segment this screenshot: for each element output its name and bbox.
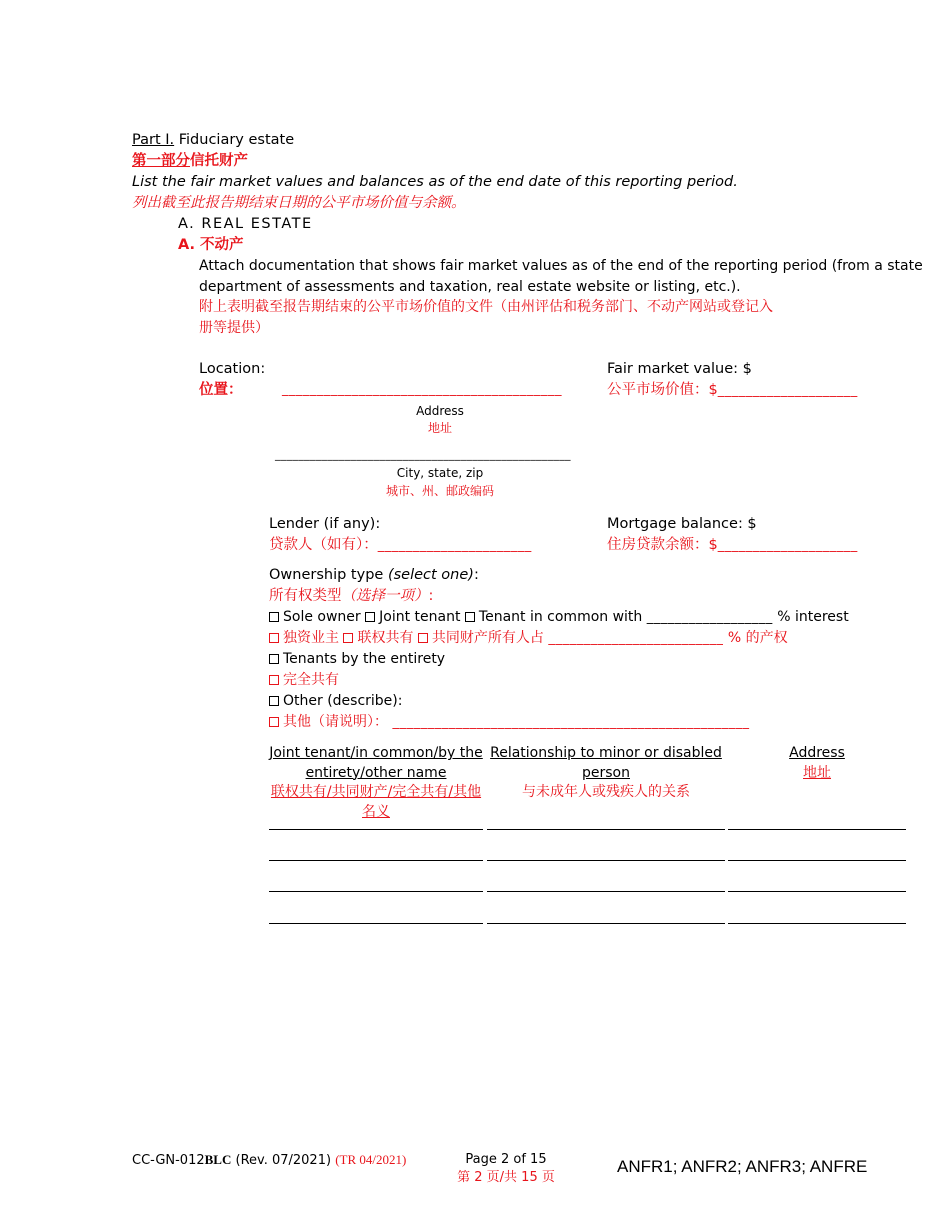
- fmv-input[interactable]: ____________________: [717, 383, 858, 398]
- sole-owner-label: Sole owner: [283, 609, 361, 625]
- footer-form-id: [132, 1152, 406, 1169]
- fmv-label-zh: 公平市场价值：$: [607, 382, 718, 398]
- mortgage-input[interactable]: ____________________: [717, 538, 858, 553]
- col1-title-zh: 联权共有/共同财产/完全共有/其他名义: [270, 784, 482, 820]
- footer-page-zh: 第 2 页/共 15 页: [457, 1170, 555, 1185]
- table-row-3-col1-line[interactable]: [269, 891, 483, 892]
- table-row-3-col3-line[interactable]: [728, 891, 906, 892]
- form-suffix: BLC: [204, 1152, 232, 1167]
- tenant-in-common-checkbox[interactable]: [465, 612, 475, 622]
- col2-title-zh: 与未成年人或残疾人的关系: [522, 784, 690, 801]
- city-caption: City, state, zip: [396, 466, 484, 480]
- ownership-options-row-zh: [269, 630, 788, 647]
- joint-tenant-checkbox-zh[interactable]: [343, 633, 353, 643]
- table-row-2-col2-line[interactable]: [487, 860, 725, 861]
- form-rev: (Rev. 07/2021): [235, 1153, 332, 1168]
- part-heading: [132, 132, 294, 149]
- footer-page: Page 2 of 15: [465, 1152, 547, 1167]
- ownership-options-row: [269, 609, 849, 626]
- table-header-col1: [269, 744, 483, 822]
- table-row-4-col3-line[interactable]: [728, 923, 906, 924]
- entirety-option: [269, 651, 445, 668]
- part-label: Part I.: [132, 132, 175, 148]
- ownership-label-zh: [269, 588, 433, 605]
- part-title: Fiduciary estate: [178, 132, 295, 148]
- joint-tenant-checkbox[interactable]: [365, 612, 375, 622]
- section-title-zh: A. 不动产: [178, 237, 244, 253]
- address-input[interactable]: ________________________________________: [282, 382, 562, 397]
- form-id: CC-GN-012: [132, 1153, 205, 1168]
- table-row-1-col1-line[interactable]: [269, 829, 483, 830]
- table-row-4-col2-line[interactable]: [487, 923, 725, 924]
- interest-input-zh[interactable]: _________________________: [548, 631, 724, 646]
- mortgage-row-zh: [607, 537, 858, 554]
- sole-owner-checkbox-zh[interactable]: [269, 633, 279, 643]
- attach-text-line1: Attach documentation that shows fair market values as of the end of the reporting period (from a state: [199, 258, 923, 274]
- tenant-in-common-label-zh: 共同财产所有人占: [431, 630, 544, 646]
- entirety-checkbox-zh[interactable]: [269, 675, 279, 685]
- col3-title: Address: [789, 745, 845, 761]
- section-title: A. REAL ESTATE: [178, 216, 313, 232]
- other-checkbox-zh[interactable]: [269, 717, 279, 727]
- location-label-zh: 位置：: [199, 382, 243, 398]
- ownership-label-zh-text: 所有权类型: [269, 588, 342, 604]
- other-option: [269, 693, 402, 710]
- other-describe-input[interactable]: ___________________________________________________: [392, 715, 750, 730]
- lender-row-zh: [269, 537, 532, 554]
- lender-label: Lender (if any):: [269, 516, 381, 532]
- city-caption-zh: 城市、州、邮政编码: [385, 484, 494, 498]
- fmv-row-zh: [607, 382, 858, 399]
- instructions-zh: 列出截至此报告期结束日期的公平市场价值与余额。: [132, 195, 466, 211]
- part-heading-zh: [132, 153, 248, 170]
- entirety-checkbox[interactable]: [269, 654, 279, 664]
- address-caption: Address: [416, 404, 464, 418]
- ownership-label: [269, 567, 479, 584]
- other-label: Other (describe):: [283, 693, 403, 709]
- interest-input[interactable]: __________________: [646, 610, 773, 625]
- table-header-col2: [487, 744, 725, 803]
- part-label-zh: 第一部分: [132, 153, 190, 169]
- entirety-label: Tenants by the entirety: [283, 651, 446, 667]
- attach-text-zh-line2: 册等提供）: [199, 320, 269, 336]
- table-header-col3: [728, 744, 906, 783]
- other-checkbox[interactable]: [269, 696, 279, 706]
- form-tr: (TR 04/2021): [335, 1152, 407, 1167]
- fmv-label: Fair market value: $: [607, 361, 752, 377]
- ownership-label-zh-hint: （选择一项）: [341, 588, 429, 604]
- table-row-2-col3-line[interactable]: [728, 860, 906, 861]
- lender-label-zh: 贷款人（如有）：: [269, 537, 378, 553]
- entirety-option-zh: [269, 672, 339, 689]
- table-row-3-col2-line[interactable]: [487, 891, 725, 892]
- col3-title-zh: 地址: [803, 764, 831, 781]
- instructions: List the fair market values and balances as of the end date of this reporting period.: [132, 174, 738, 190]
- other-option-zh: [269, 714, 749, 731]
- interest-label: % interest: [777, 609, 849, 625]
- ownership-label-zh-colon: :: [428, 588, 434, 604]
- mortgage-label-zh: 住房贷款余额：$: [607, 537, 718, 553]
- table-row-1-col3-line[interactable]: [728, 829, 906, 830]
- part-title-zh: 信托财产: [190, 153, 248, 169]
- ownership-label-text: Ownership type: [269, 567, 388, 583]
- col2-title: Relationship to minor or disabled person: [490, 745, 722, 781]
- address-caption-zh: 地址: [427, 421, 452, 435]
- table-row-4-col1-line[interactable]: [269, 923, 483, 924]
- interest-label-zh: % 的产权: [727, 630, 788, 646]
- other-label-zh: 其他（请说明）：: [283, 714, 388, 730]
- attach-text-zh-line1: 附上表明截至报告期结束的公平市场价值的文件（由州评估和税务部门、不动产网站或登记入: [199, 299, 773, 315]
- joint-tenant-label: Joint tenant: [379, 609, 461, 625]
- tenant-in-common-checkbox-zh[interactable]: [418, 633, 428, 643]
- sole-owner-label-zh: 独资业主: [283, 630, 339, 646]
- ownership-label-colon: :: [473, 567, 479, 583]
- joint-tenant-label-zh: 联权共有: [357, 630, 414, 646]
- entirety-label-zh: 完全共有: [283, 672, 339, 688]
- sole-owner-checkbox[interactable]: [269, 612, 279, 622]
- ownership-label-hint: (select one): [387, 567, 474, 583]
- tenant-in-common-label: Tenant in common with: [478, 609, 643, 625]
- location-label: Location:: [199, 361, 266, 377]
- col1-title: Joint tenant/in common/by the entirety/other name: [269, 745, 483, 781]
- table-row-1-col2-line[interactable]: [487, 829, 725, 830]
- table-row-2-col1-line[interactable]: [269, 860, 483, 861]
- footer-codes: ANFR1; ANFR2; ANFR3; ANFRE: [617, 1157, 868, 1176]
- city-input[interactable]: ___________________________________________________: [275, 448, 571, 461]
- lender-input[interactable]: ______________________: [377, 538, 532, 553]
- mortgage-label: Mortgage balance: $: [607, 516, 757, 532]
- attach-text-line2: department of assessments and taxation, real estate website or listing, etc.).: [199, 279, 741, 295]
